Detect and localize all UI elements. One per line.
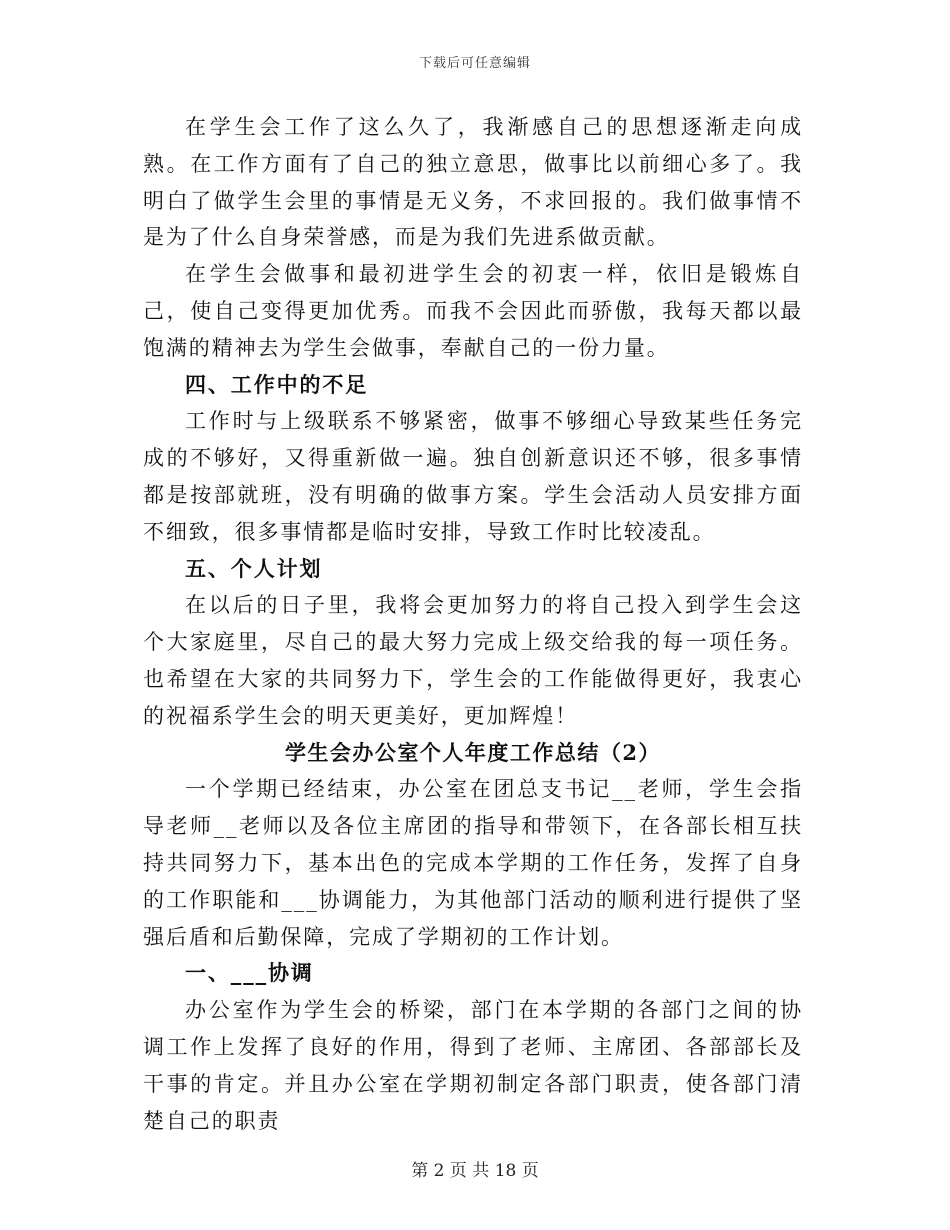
- paragraph: 工作时与上级联系不够紧密，做事不够细心导致某些任务完成的不够好，又得重新做一遍。独自创新意识还不够，很多事情都是按部就班，没有明确的做事方案。学生会活动人员安排方面不细致，很多事情都是临时安排，导致工作时比较凌乱。: [143, 409, 803, 544]
- paragraph: 在以后的日子里，我将会更加努力的将自己投入到学生会这个大家庭里，尽自己的最大努力完成上级交给我的每一项任务。也希望在大家的共同努力下，学生会的工作能做得更好，我衷心的祝福系学生会的明天更美好，更加辉煌！: [143, 593, 803, 728]
- section-heading: 五、个人计划: [185, 555, 323, 581]
- section-heading: 四、工作中的不足: [185, 371, 369, 397]
- paragraph: 在学生会做事和最初进学生会的初衷一样，依旧是锻炼自己，使自己变得更加优秀。而我不会因此而骄傲，我每天都以最饱满的精神去为学生会做事，奉献自己的一份力量。: [143, 262, 803, 360]
- paragraph: 在学生会工作了这么久了，我渐感自己的思想逐渐走向成熟。在工作方面有了自己的独立意思，做事比以前细心多了。我明白了做学生会里的事情是无义务，不求回报的。我们做事情不是为了什么自身荣誉感，而是为我们先进系做贡献。: [143, 115, 803, 250]
- document-title: 学生会办公室个人年度工作总结（2）: [284, 739, 662, 765]
- page-footer: 第 2 页 共 18 页: [411, 1161, 539, 1181]
- page-header: 下载后可任意编辑: [418, 56, 531, 71]
- paragraph: 办公室作为学生会的桥梁，部门在本学期的各部门之间的协调工作上发挥了良好的作用，得到了老师、主席团、各部部长及干事的肯定。并且办公室在学期初制定各部门职责，使各部门清楚自己的职责: [143, 998, 803, 1133]
- document-body: [143, 109, 803, 1139]
- section-heading: 一、___协调: [185, 960, 314, 986]
- paragraph: 一个学期已经结束，办公室在团总支书记__老师，学生会指导老师__老师以及各位主席团的指导和带领下，在各部长相互扶持共同努力下，基本出色的完成本学期的工作任务，发挥了自身的工作职能和___协调能力，为其他部门活动的顺利进行提供了坚强后盾和后勤保障，完成了学期初的工作计划。: [143, 777, 803, 949]
